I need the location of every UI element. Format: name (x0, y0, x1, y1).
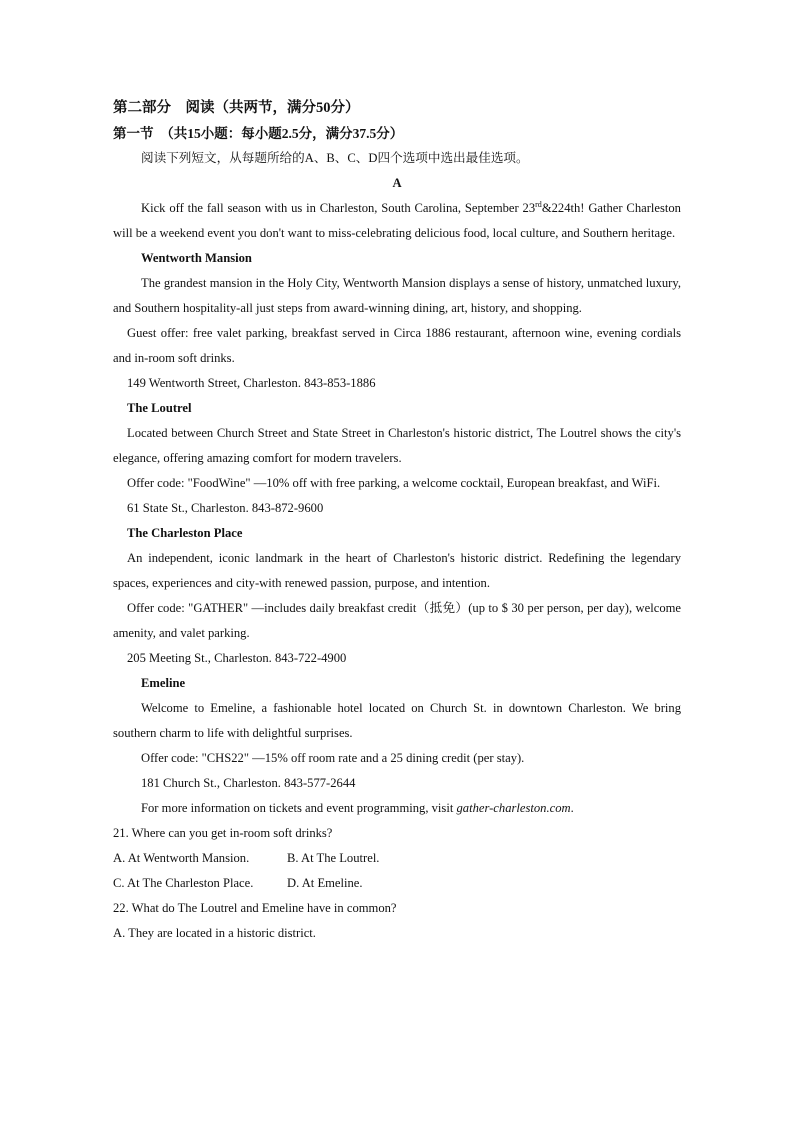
passage-label: A (392, 176, 402, 190)
instruction: 阅读下列短文，从每题所给的A、B、C、D四个选项中选出最佳选项。 (141, 151, 529, 165)
section-title: 第二部分 阅读（共两节，满分50分） (113, 100, 360, 116)
hotel-name: The Loutrel (127, 401, 192, 415)
question-options-row (113, 871, 681, 896)
hotel-name: Wentworth Mansion (141, 251, 252, 265)
question-stem: 22. What do The Loutrel and Emeline have in common? (113, 901, 397, 915)
more-info (113, 796, 681, 821)
subsection-title: 第一节 （共15小题：每小题2.5分，满分37.5分） (113, 126, 404, 141)
hotel-name: Emeline (141, 676, 186, 690)
intro-part1: Kick off the fall season with us in Charleston, South Carolina, September 23 (141, 201, 536, 215)
hotel-offer: Offer code: "CHS22" —15% off room rate and a 25 dining credit (per stay). (141, 751, 525, 765)
hotel-offer: Offer code: "GATHER" —includes daily breakfast credit（抵免）(up to $ 30 per person, per day), welcome amenity, and valet parking. (113, 601, 681, 640)
option[interactable]: D. At Emeline. (287, 876, 363, 890)
hotel-address: 181 Church St., Charleston. 843-577-2644 (141, 776, 356, 790)
question-options-row (113, 846, 681, 871)
question-stem: 21. Where can you get in-room soft drinks? (113, 826, 333, 840)
more-info-text: For more information on tickets and event programming, visit (141, 801, 457, 815)
question-options-row (113, 921, 681, 946)
hotel-address: 61 State St., Charleston. 843-872-9600 (127, 501, 324, 515)
intro-sup: rd (535, 199, 542, 209)
hotel-description: An independent, iconic landmark in the heart of Charleston's historic district. Redefining the legendary spaces, experiences and city-with renewed passion, purpose, and intention. (113, 551, 681, 590)
website-link[interactable]: gather-charleston.com (456, 801, 571, 815)
option[interactable]: A. They are located in a historic district. (113, 926, 316, 940)
option[interactable]: B. At The Loutrel. (287, 851, 380, 865)
exam-page (113, 96, 681, 946)
hotel-offer: Offer code: "FoodWine" —10% off with free parking, a welcome cocktail, European breakfast, and WiFi. (127, 476, 661, 490)
hotel-description: Located between Church Street and State Street in Charleston's historic district, The Loutrel shows the city's elegance, offering amazing comfort for modern travelers. (113, 426, 681, 465)
hotel-name: The Charleston Place (127, 526, 243, 540)
hotel-address: 205 Meeting St., Charleston. 843-722-4900 (127, 651, 347, 665)
hotel-description: Welcome to Emeline, a fashionable hotel located on Church St. in downtown Charleston. We bring southern charm to life with delightful surprises. (113, 701, 681, 740)
hotel-description: The grandest mansion in the Holy City, Wentworth Mansion displays a sense of history, unmatched luxury, and Southern hospitality-all just steps from award-winning dining, art, history, and shopping. (113, 276, 681, 315)
hotel-offer: Guest offer: free valet parking, breakfast served in Circa 1886 restaurant, afternoon wine, evening cordials and in-room soft drinks. (113, 326, 681, 365)
intro-paragraph (113, 196, 681, 246)
option[interactable]: C. At The Charleston Place. (113, 876, 254, 890)
more-info-end: . (570, 801, 574, 815)
option[interactable]: A. At Wentworth Mansion. (113, 851, 250, 865)
intro-part2: &224th! Gather Charleston will be a weekend event you don't want to miss-celebrating delicious food, local culture, and Southern heritage. (113, 201, 681, 240)
hotel-address: 149 Wentworth Street, Charleston. 843-853-1886 (127, 376, 376, 390)
